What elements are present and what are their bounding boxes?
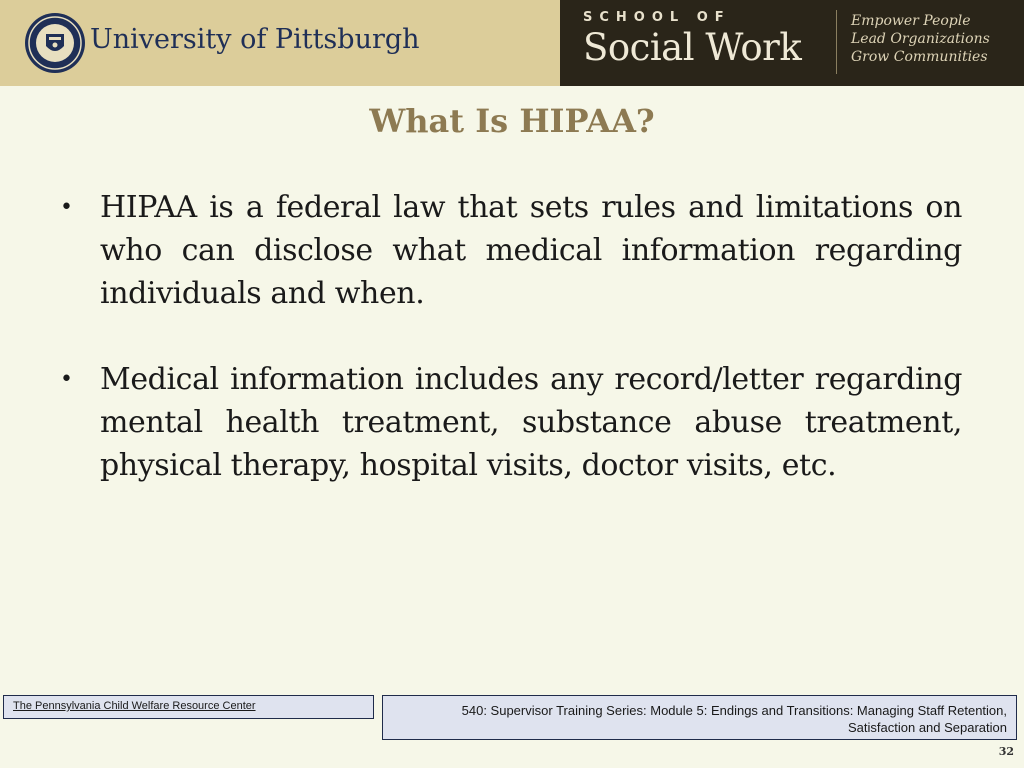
university-seal-icon (24, 12, 86, 74)
bullet-item (56, 358, 962, 487)
slide-title: What Is HIPAA? (369, 102, 655, 140)
bullet-text: Medical information includes any record/letter regarding mental health treatment, substance abuse treatment, physical therapy, hospital visits, doctor visits, etc. (100, 362, 962, 483)
tagline-line: Empower People (851, 13, 971, 29)
university-name: University of Pittsburgh (90, 24, 420, 55)
bullet-list (56, 186, 962, 530)
bullet-icon: • (60, 195, 73, 220)
header-divider (836, 10, 837, 74)
footer-course-box (382, 695, 1017, 740)
school-tagline (851, 12, 990, 66)
footer-organization-box (3, 695, 374, 719)
tagline-line: Grow Communities (851, 49, 988, 65)
school-name: Social Work (583, 26, 802, 69)
bullet-item (56, 186, 962, 315)
footer-course-text: 540: Supervisor Training Series: Module 5: Endings and Transitions: Managing Staff Retention, Satisfaction and Separation (461, 703, 1007, 735)
footer-organization-text: The Pennsylvania Child Welfare Resource Center (13, 700, 256, 712)
page-number: 32 (998, 745, 1014, 758)
tagline-line: Lead Organizations (851, 31, 990, 47)
bullet-text: HIPAA is a federal law that sets rules and limitations on who can disclose what medical information regarding individuals and when. (100, 190, 962, 311)
bullet-icon: • (60, 367, 73, 392)
school-of-label: SCHOOL OF (583, 10, 731, 25)
